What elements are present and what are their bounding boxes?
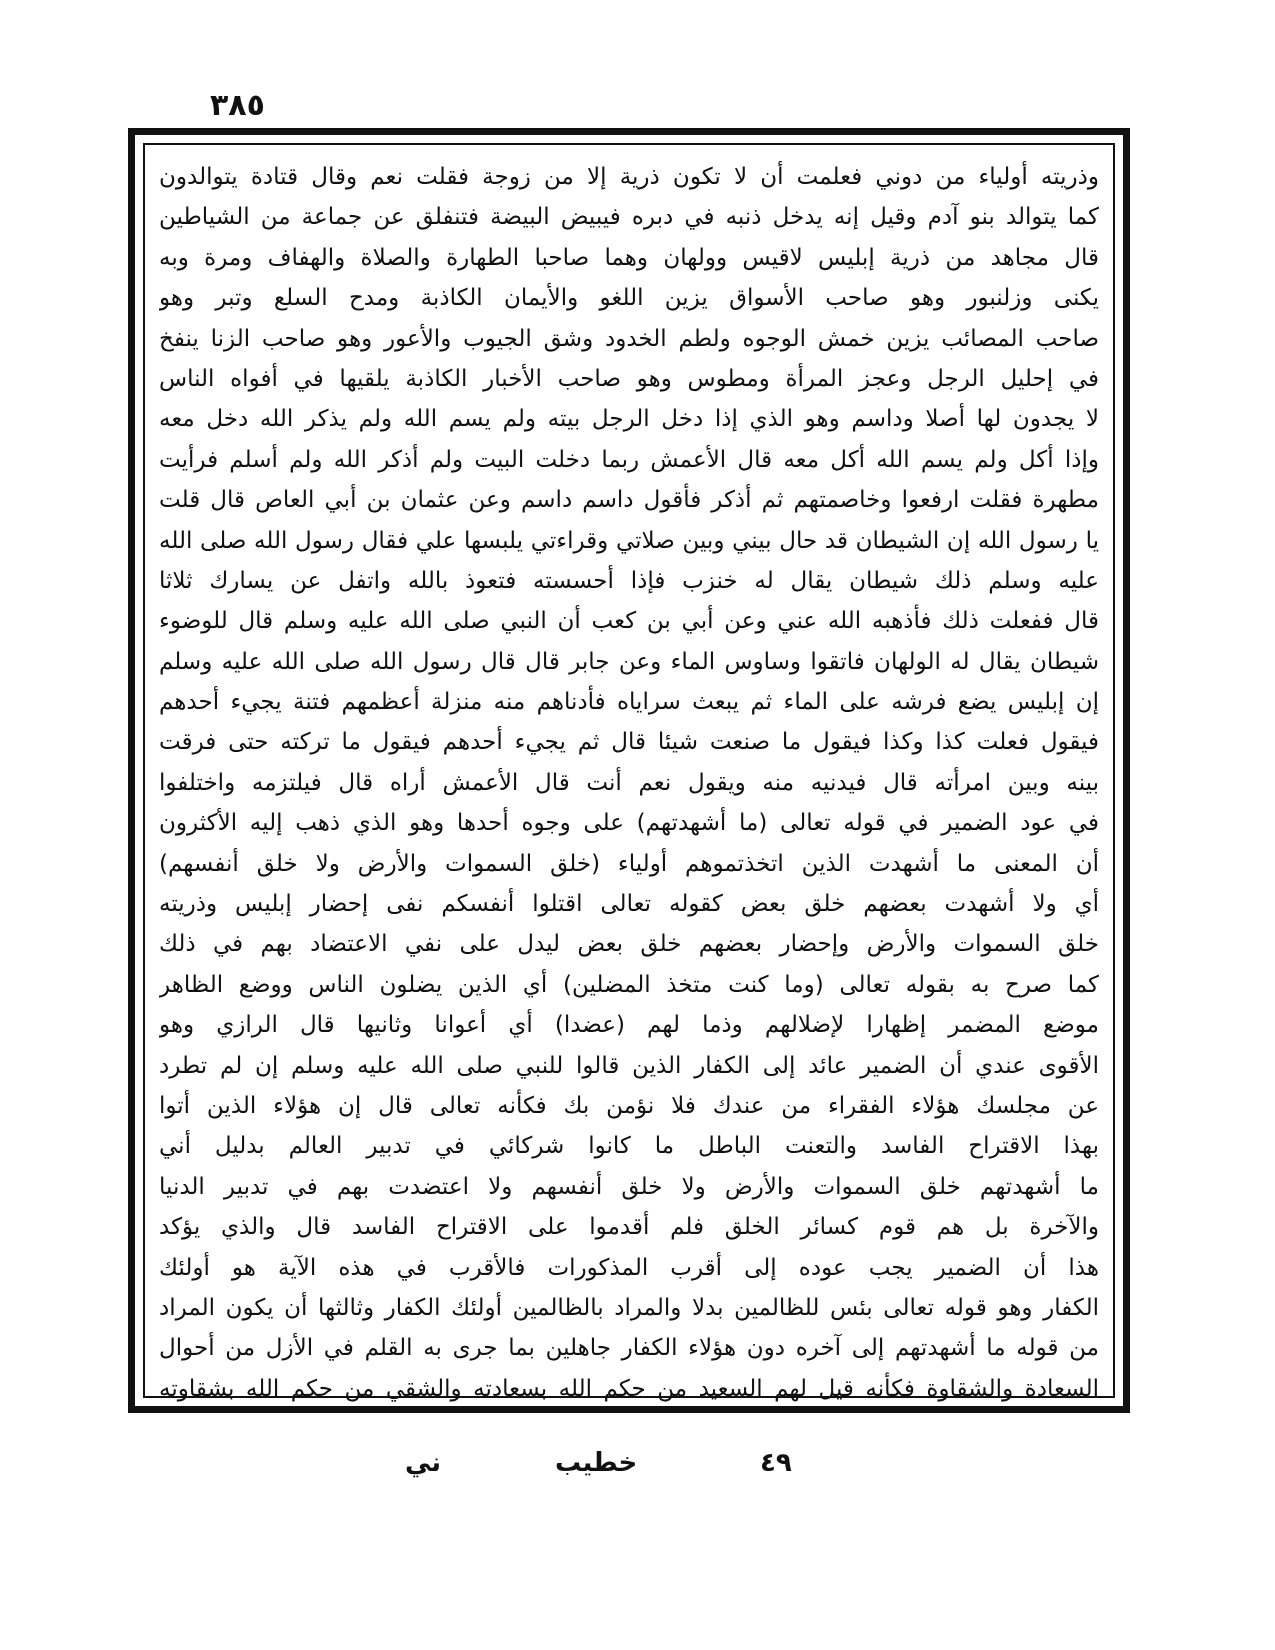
text-line: كما صرح به بقوله تعالى (وما كنت متخذ المضلين) أي الذين يضلون الناس ووضع الظاهر bbox=[159, 971, 1099, 998]
text-line: بهذا الاقتراح الفاسد والتعنت الباطل ما كانوا شركائي في تدبير العالم بدليل أني bbox=[159, 1133, 1099, 1160]
text-line: صاحب المصائب يزين خمش الوجوه ولطم الخدود وشق الجيوب والأعور وهو صاحب الزنا ينفخ bbox=[159, 325, 1099, 352]
page-footer bbox=[0, 1448, 1275, 1488]
inner-frame bbox=[143, 143, 1115, 1402]
text-line: السعادة والشقاوة فكأنه قيل لهم السعيد من حكم الله بسعادته والشقي من حكم الله بشقاوته bbox=[159, 1375, 1099, 1402]
text-line: في إحليل الرجل وعجز المرأة ومطوس وهو صاحب الأخبار الكاذبة يلقيها في أفواه الناس bbox=[159, 365, 1099, 392]
text-line: ما أشهدتهم خلق السموات والأرض ولا خلق أنفسهم ولا اعتضدت بهم في تدبير الدنيا bbox=[159, 1173, 1099, 1200]
text-line: بينه وبين امرأته قال فيدنيه منه ويقول نعم أنت قال الأعمش أراه قال فيلتزمه واختلفوا bbox=[159, 769, 1099, 796]
text-line: لا يجدون لها أصلا وداسم وهو الذي إذا دخل الرجل بيته ولم يسم الله ولم يذكر الله دخل معه bbox=[159, 406, 1099, 433]
text-line: وإذا أكل ولم يسم الله أكل معه قال الأعمش ربما دخلت البيت ولم أذكر الله ولم أسلم فرأيت bbox=[159, 446, 1099, 473]
text-line: قال ففعلت ذلك فأذهبه الله عني وعن أبي بن كعب أن النبي صلى الله عليه وسلم قال للوضوء bbox=[159, 608, 1099, 635]
page-frame bbox=[128, 128, 1130, 1413]
text-line: هذا أن الضمير يجب عوده إلى أقرب المذكورات فالأقرب في هذه الآية هو أولئك bbox=[159, 1254, 1099, 1281]
text-line: يا رسول الله إن الشيطان قد حال بيني وبين صلاتي وقراءتي يلبسها علي فقال رسول الله صلى الله bbox=[159, 527, 1099, 554]
footer-signature-number: ٤٩ bbox=[760, 1448, 792, 1478]
text-line: موضع المضمر إظهارا لإضلالهم وذما لهم (عضدا) أي أعوانا وثانيها قال الرازي وهو bbox=[159, 1012, 1099, 1039]
text-line: فيقول فعلت كذا وكذا فيقول ما صنعت شيئا قال ثم يجيء أحدهم فيقول ما تركته حتى فرقت bbox=[159, 729, 1099, 756]
footer-catchword: خطيب bbox=[555, 1448, 638, 1478]
text-line: إن إبليس يضع فرشه على الماء ثم يبعث سراياه فأدناهم منه منزلة أعظمهم فتنة يجيء أحدهم bbox=[159, 689, 1099, 716]
text-line: عليه وسلم ذلك شيطان يقال له خنزب فإذا أحسسته فتعوذ بالله واتفل عن يسارك ثلاثا bbox=[159, 567, 1099, 594]
text-line: شيطان يقال له الولهان فاتقوا وساوس الماء وعن جابر قال قال رسول الله صلى الله عليه وسلم bbox=[159, 648, 1099, 675]
text-line: عن مجلسك هؤلاء الفقراء من عندك فلا نؤمن بك فكأنه تعالى قال إن هؤلاء الذين أتوا bbox=[159, 1092, 1099, 1119]
text-line: يكنى وزلنبور وهو صاحب الأسواق يزين اللغو والأيمان الكاذبة ومدح السلع وتبر وهو bbox=[159, 285, 1099, 312]
text-body bbox=[159, 157, 1099, 1409]
text-line: أن المعنى ما أشهدت الذين اتخذتموهم أولياء (خلق السموات والأرض ولا خلق أنفسهم) bbox=[159, 850, 1099, 877]
text-line: خلق السموات والأرض وإحضار بعضهم خلق بعض ليدل على نفي الاعتضاد بهم في ذلك bbox=[159, 931, 1099, 958]
text-line: قال مجاهد من ذرية إبليس لاقيس وولهان وهما صاحبا الطهارة والصلاة والهفاف ومرة وبه bbox=[159, 244, 1099, 271]
text-line: وذريته أولياء من دوني فعلمت أن لا تكون ذرية إلا من زوجة فقلت نعم وقال قتادة يتوالدون bbox=[159, 164, 1099, 190]
text-line: كما يتوالد بنو آدم وقيل إنه يدخل ذنبه في دبره فيبيض البيضة فتنفلق عن جماعة من الشياطين bbox=[159, 204, 1099, 231]
text-line: والآخرة بل هم قوم كسائر الخلق فلم أقدموا على الاقتراح الفاسد قال والذي يؤكد bbox=[159, 1214, 1099, 1241]
page-number: ٣٨٥ bbox=[210, 88, 265, 123]
text-line: أي ولا أشهدت بعضهم خلق بعض كقوله تعالى اقتلوا أنفسكم نفى إحضار إبليس وذريته bbox=[159, 891, 1099, 918]
text-line: الكفار وهو قوله تعالى بئس للظالمين بدلا والمراد بالظالمين أولئك الكفار وثالثها أن يكون المراد bbox=[159, 1294, 1099, 1321]
text-line: الأقوى عندي أن الضمير عائد إلى الكفار الذين قالوا للنبي صلى الله عليه وسلم إن لم تطرد bbox=[159, 1052, 1099, 1079]
text-line: في عود الضمير في قوله تعالى (ما أشهدتهم) على وجوه أحدها وهو الذي ذهب إليه الأكثرون bbox=[159, 810, 1099, 837]
text-line: من قوله ما أشهدتهم إلى آخره دون هؤلاء الكفار جاهلين بما جرى به القلم في الأزل من أحوال bbox=[159, 1335, 1099, 1362]
footer-custos: ني bbox=[405, 1448, 442, 1478]
text-line: مطهرة فقلت ارفعوا وخاصمتهم ثم أذكر فأقول داسم داسم وعن عثمان بن أبي العاص قال قلت bbox=[159, 487, 1099, 514]
